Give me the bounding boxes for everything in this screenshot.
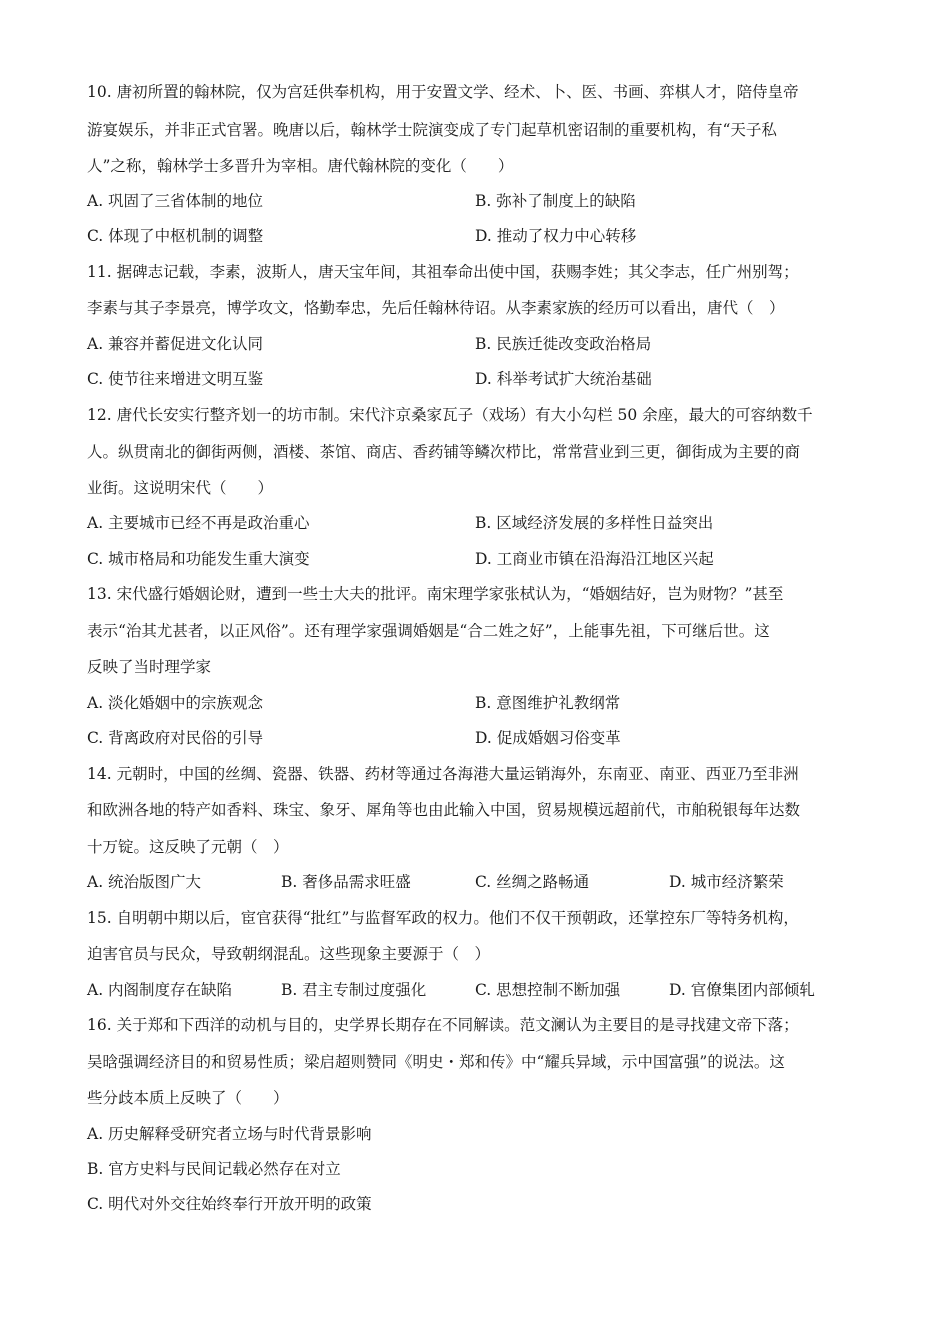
question-text-line: 14. 元朝时，中国的丝绸、瓷器、铁器、药材等通过各海港大量运销海外，东南亚、南亚、西亚乃至非洲: [87, 765, 799, 783]
option-c: C. 明代对外交往始终奉行开放开明的政策: [87, 1195, 372, 1213]
question-text-line: 十万锭。这反映了元朝（ ）: [87, 838, 289, 856]
option-d: D. 促成婚姻习俗变革: [475, 729, 621, 747]
option-c: C. 背离政府对民俗的引导: [87, 729, 264, 747]
option-c: C. 体现了中枢机制的调整: [87, 227, 264, 245]
question-text-line: 和欧洲各地的特产如香料、珠宝、象牙、犀角等也由此输入中国，贸易规模远超前代，市舶税银每年达数: [87, 801, 801, 819]
option-a: A. 统治版图广大: [87, 873, 202, 891]
question-text-line: 游宴娱乐，并非正式官署。晚唐以后，翰林学士院演变成了专门起草机密诏制的重要机构，有“天子私: [87, 121, 777, 139]
option-a: A. 巩固了三省体制的地位: [87, 192, 264, 210]
question-text-line: 13. 宋代盛行婚姻论财，遭到一些士大夫的批评。南宋理学家张栻认为，“婚姻结好，岂为财物？”甚至: [87, 585, 784, 603]
option-d: D. 推动了权力中心转移: [475, 227, 637, 245]
option-a: A. 淡化婚姻中的宗族观念: [87, 694, 264, 712]
question-text-line: 李素与其子李景亮，博学攻文，恪勤奉忠，先后任翰林待诏。从李素家族的经历可以看出，唐代（ ）: [87, 299, 785, 317]
option-b: B. 君主专制过度强化: [281, 981, 427, 999]
question-text-line: 些分歧本质上反映了（ ）: [87, 1089, 289, 1107]
option-b: B. 奢侈品需求旺盛: [281, 873, 411, 891]
question-text-line: 人”之称，翰林学士多晋升为宰相。唐代翰林院的变化（ ）: [87, 157, 514, 175]
option-a: A. 主要城市已经不再是政治重心: [87, 514, 310, 532]
option-a: A. 内阁制度存在缺陷: [87, 981, 233, 999]
option-b: B. 区域经济发展的多样性日益突出: [475, 514, 714, 532]
question-text-line: 反映了当时理学家: [87, 658, 212, 676]
question-text-line: 迫害官员与民众，导致朝纲混乱。这些现象主要源于（ ）: [87, 945, 491, 963]
option-d: D. 城市经济繁荣: [669, 873, 784, 891]
question-text-line: 16. 关于郑和下西洋的动机与目的，史学界长期存在不同解读。范文澜认为主要目的是寻找建文帝下落；: [87, 1016, 799, 1034]
question-text-line: 10. 唐初所置的翰林院，仅为宫廷供奉机构，用于安置文学、经术、卜、医、书画、弈棋人才，陪侍皇帝: [87, 83, 799, 101]
question-text-line: 人。纵贯南北的御街两侧，酒楼、茶馆、商店、香药铺等鳞次栉比，常常营业到三更，御街成为主要的商: [87, 443, 801, 461]
option-b: B. 意图维护礼教纲常: [475, 694, 621, 712]
question-text-line: 12. 唐代长安实行整齐划一的坊市制。宋代汴京桑家瓦子（戏场）有大小勾栏 50 余座，最大的可容纳数千: [87, 406, 813, 424]
question-text-line: 表示“治其尤甚者，以正风俗”。还有理学家强调婚姻是“合二姓之好”，上能事先祖，下可继后世。这: [87, 622, 770, 640]
option-c: C. 使节往来增进文明互鉴: [87, 370, 264, 388]
option-d: D. 官僚集团内部倾轧: [669, 981, 815, 999]
option-d: D. 工商业市镇在沿海沿江地区兴起: [475, 550, 714, 568]
question-text-line: 吴晗强调经济目的和贸易性质；梁启超则赞同《明史・郑和传》中“耀兵异域，示中国富强”的说法。这: [87, 1053, 785, 1071]
option-c: C. 思想控制不断加强: [475, 981, 621, 999]
option-a: A. 历史解释受研究者立场与时代背景影响: [87, 1125, 372, 1143]
option-a: A. 兼容并蓄促进文化认同: [87, 335, 264, 353]
option-b: B. 民族迁徙改变政治格局: [475, 335, 652, 353]
option-d: D. 科举考试扩大统治基础: [475, 370, 652, 388]
option-b: B. 弥补了制度上的缺陷: [475, 192, 636, 210]
option-c: C. 城市格局和功能发生重大演变: [87, 550, 310, 568]
option-b: B. 官方史料与民间记载必然存在对立: [87, 1160, 341, 1178]
question-text-line: 11. 据碑志记载，李素，波斯人，唐天宝年间，其祖奉命出使中国，获赐李姓；其父李志，任广州别驾；: [87, 263, 799, 281]
question-text-line: 业街。这说明宋代（ ）: [87, 479, 274, 497]
option-c: C. 丝绸之路畅通: [475, 873, 590, 891]
question-text-line: 15. 自明朝中期以后，宦官获得“批红”与监督军政的权力。他们不仅干预朝政，还掌控东厂等特务机构，: [87, 909, 799, 927]
